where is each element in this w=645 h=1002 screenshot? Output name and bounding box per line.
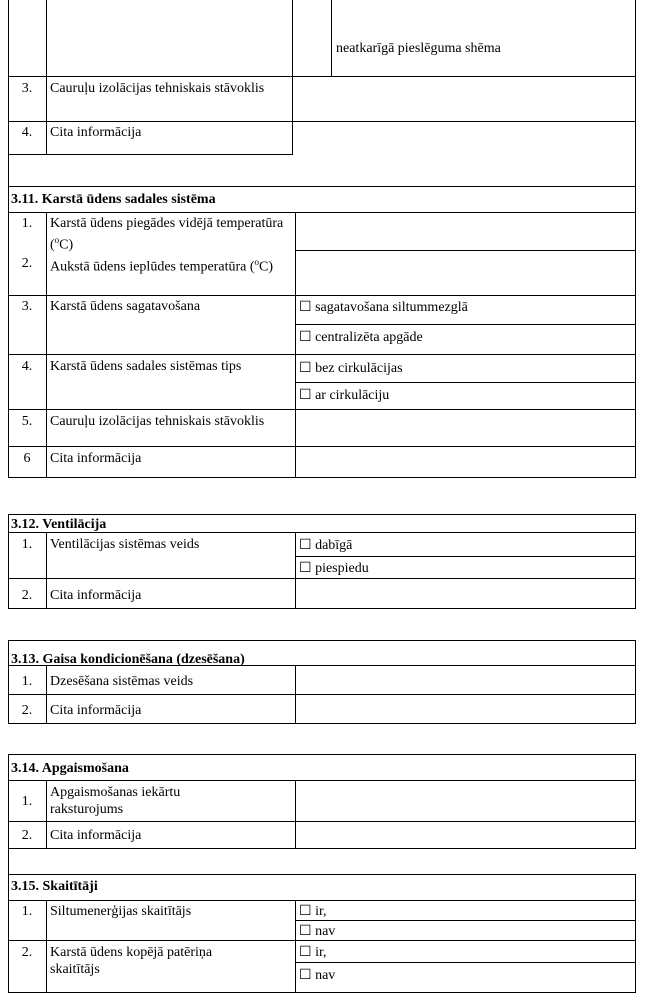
row-label: Karstā ūdens sadales sistēmas tips xyxy=(50,359,242,374)
section-title: 3.15. Skaitītāji xyxy=(11,879,98,894)
scheme-option: neatkarīgā pieslēguma shēma xyxy=(336,41,501,56)
row-label: Ventilācijas sistēmas veids xyxy=(50,537,200,552)
checkbox-option[interactable]: ☐ piespiedu xyxy=(299,561,369,576)
checkbox-option[interactable]: ☐ ar cirkulāciju xyxy=(299,388,390,403)
row-label: Karstā ūdens piegādes vidējā temperatūra ($^o$C) xyxy=(50,216,284,253)
checkbox-option[interactable]: ☐ ir, xyxy=(299,904,327,919)
section-title: 3.11. Karstā ūdens sadales sistēma xyxy=(11,192,216,207)
row-number: 4. xyxy=(21,359,33,374)
checkbox-icon: ☐ xyxy=(299,924,312,939)
row-label: Cita informācija xyxy=(50,828,142,843)
row-label: Cita informācija xyxy=(50,588,142,603)
checkbox-option[interactable]: ☐ nav xyxy=(299,924,336,939)
row-number: 1. xyxy=(21,794,33,809)
row-label: Aukstā ūdens ieplūdes temperatūra ($^o$C) xyxy=(50,257,273,275)
checkbox-option[interactable]: ☐ dabīgā xyxy=(299,538,353,553)
row-number: 1. xyxy=(21,216,33,231)
checkbox-icon: ☐ xyxy=(299,388,312,403)
row-number: 3. xyxy=(21,81,33,96)
section-title: 3.12. Ventilācija xyxy=(11,517,107,532)
checkbox-option[interactable]: ☐ nav xyxy=(299,968,336,983)
row-label: Cita informācija xyxy=(50,451,142,466)
row-label: Karstā ūdens sagatavošana xyxy=(50,299,201,314)
checkbox-option[interactable]: ☐ ir, xyxy=(299,945,327,960)
row-number: 2. xyxy=(21,828,33,843)
section-title: 3.14. Apgaismošana xyxy=(11,761,129,776)
row-number: 1. xyxy=(21,674,33,689)
checkbox-icon: ☐ xyxy=(299,300,312,315)
section-title: 3.13. Gaisa kondicionēšana (dzesēšana) xyxy=(11,652,245,667)
row-number: 1. xyxy=(21,537,33,552)
row-label: Cauruļu izolācijas tehniskais stāvoklis xyxy=(50,81,265,96)
checkbox-icon: ☐ xyxy=(299,561,312,576)
checkbox-icon: ☐ xyxy=(299,538,312,553)
row-label: Cita informācija xyxy=(50,125,142,140)
checkbox-icon: ☐ xyxy=(299,968,312,983)
row-number: 2. xyxy=(21,945,33,960)
row-number: 2. xyxy=(21,588,33,603)
row-number: 4. xyxy=(21,125,33,140)
row-number: 2. xyxy=(21,703,33,718)
checkbox-icon: ☐ xyxy=(299,361,312,376)
row-label: Cita informācija xyxy=(50,703,142,718)
checkbox-option[interactable]: ☐ centralizēta apgāde xyxy=(299,330,423,345)
row-label: Siltumenerģijas skaitītājs xyxy=(50,904,192,919)
checkbox-icon: ☐ xyxy=(299,904,312,919)
row-label: Apgaismošanas iekārtu raksturojums xyxy=(50,785,181,817)
row-label: Karstā ūdens kopējā patēriņa skaitītājs xyxy=(50,945,213,977)
row-number: 6 xyxy=(23,451,31,466)
row-number: 3. xyxy=(21,299,33,314)
checkbox-icon: ☐ xyxy=(299,945,312,960)
checkbox-option[interactable]: ☐ sagatavošana siltummezglā xyxy=(299,300,468,315)
checkbox-option[interactable]: ☐ bez cirkulācijas xyxy=(299,361,403,376)
checkbox-icon: ☐ xyxy=(299,330,312,345)
row-label: Cauruļu izolācijas tehniskais stāvoklis xyxy=(50,414,265,429)
row-number: 5. xyxy=(21,414,33,429)
row-number: 2. xyxy=(21,256,33,271)
row-label: Dzesēšana sistēmas veids xyxy=(50,674,194,689)
row-number: 1. xyxy=(21,904,33,919)
